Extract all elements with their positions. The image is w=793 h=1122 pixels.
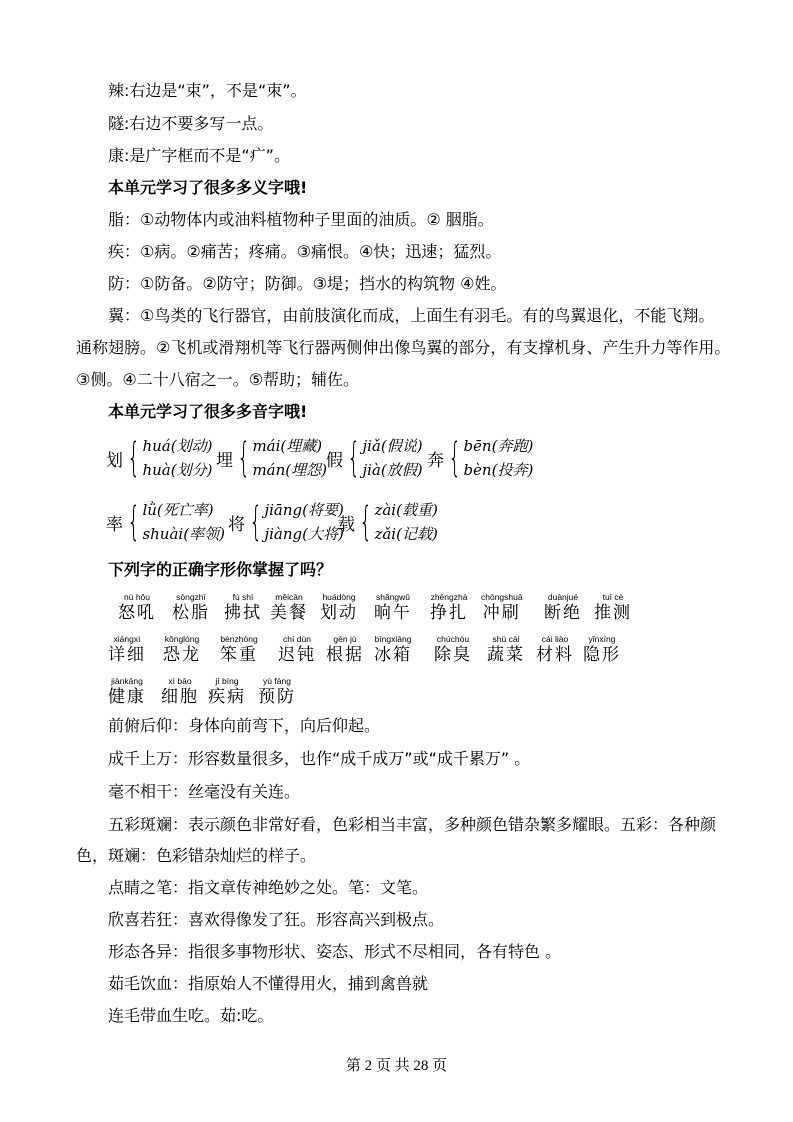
word-item: chí dùn 迟钝 <box>278 634 316 665</box>
note-line: 隧:右边不要多写一点。 <box>108 114 274 133</box>
word-item: yǐnxíng 隐形 <box>583 634 621 665</box>
polysemy-line: 疾：①病。②痛苦；疼痛。③痛恨。④快；迅速；猛烈。 <box>108 242 502 261</box>
reading: huà(划分) <box>142 461 213 479</box>
reading: jià(放假) <box>362 461 423 479</box>
word-item: yù fáng 预防 <box>258 676 296 707</box>
reading: mán(埋怨) <box>252 461 327 479</box>
word-item: sōngzhī 松脂 <box>172 592 210 623</box>
word-item: zhēngzhá 挣扎 <box>430 592 468 623</box>
polysemy-line: 翼：①鸟类的飞行器官，由前肢演化而成，上面生有羽毛。有的鸟翼退化，不能飞翔。 <box>108 306 715 325</box>
brace-icon: { <box>448 435 462 481</box>
word-item: tuī cè 推测 <box>594 592 632 623</box>
reading: bēn(奔跑) <box>463 437 534 455</box>
polyphone-char: 划 <box>106 450 123 471</box>
word-item: gēn jù 根据 <box>326 634 364 665</box>
reading: shuài(率领) <box>142 525 225 543</box>
word-item: jiànkāng 健康 <box>108 676 146 707</box>
word-item: kǒnglóng 恐龙 <box>163 634 201 665</box>
word-item: jí bìng 疾病 <box>208 676 246 707</box>
idiom-line: 连毛带血生吃。茹:吃。 <box>108 1006 274 1025</box>
note-line: 康:是广字框而不是“疒”。 <box>108 146 290 165</box>
polyphone-char: 率 <box>106 514 123 535</box>
polyphone-char: 奔 <box>427 450 444 471</box>
polyphone-entry <box>338 498 438 546</box>
polyphone-char: 载 <box>338 514 355 535</box>
polyphone-char: 将 <box>228 514 245 535</box>
reading: zài(载重) <box>374 501 438 519</box>
words-heading: 下列字的正确字形你掌握了吗？ <box>108 560 333 579</box>
idiom-line: 前俯后仰：身体向前弯下，向后仰起。 <box>108 716 381 735</box>
polysemy-line: 防：①防备。②防守；防御。③堤；挡水的构筑物 ④姓。 <box>108 274 507 293</box>
reading: lǜ(死亡率) <box>142 501 214 519</box>
polyphone-entry <box>326 434 423 482</box>
reading: jiǎ(假说) <box>362 437 423 455</box>
word-item: chōngshuā 冲刷 <box>481 592 523 623</box>
polyphone-heading: 本单元学习了很多多音字哦! <box>108 402 308 421</box>
polyphone-char: 埋 <box>216 450 233 471</box>
idiom-line: 成千上万：形容数量很多，也作“成千成万”或“成千累万” 。 <box>108 749 531 768</box>
word-item: měicān 美餐 <box>270 592 308 623</box>
brace-icon: { <box>347 435 361 481</box>
polyphone-entry <box>106 498 225 546</box>
word-item: huádòng 划动 <box>320 592 358 623</box>
word-item: xì bāo 细胞 <box>161 676 199 707</box>
word-item: bīngxiāng 冰箱 <box>374 634 412 665</box>
brace-icon: { <box>359 499 373 545</box>
idiom-line: 形态各异：指很多事物形状、姿态、形式不尽相同，各有特色 。 <box>108 942 562 961</box>
brace-icon: { <box>127 499 141 545</box>
brace-icon: { <box>127 435 141 481</box>
word-item: shǎngwǔ 晌午 <box>374 592 412 623</box>
word-item: cái liào 材料 <box>536 634 574 665</box>
polysemy-heading: 本单元学习了很多多义字哦! <box>108 178 308 197</box>
brace-icon: { <box>237 435 251 481</box>
word-item: bènzhòng 笨重 <box>220 634 258 665</box>
idiom-line: 五彩斑斓：表示颜色非常好看，色彩相当丰富，多种颜色错杂繁多耀眼。五彩：各种颜 <box>108 815 717 834</box>
polyphone-entry <box>106 434 212 482</box>
word-item: duànjué 断绝 <box>544 592 582 623</box>
idiom-line: 点睛之笔：指文章传神绝妙之处。笔：文笔。 <box>108 878 429 897</box>
polyphone-entry <box>228 498 344 546</box>
idiom-line: 色，斑斓：色彩错杂灿烂的样子。 <box>76 846 317 865</box>
polyphone-char: 假 <box>326 450 343 471</box>
polyphone-entry <box>216 434 327 482</box>
word-item: fú shì 拂拭 <box>224 592 262 623</box>
page-footer: 第 2 页 共 28 页 <box>345 1058 448 1074</box>
idiom-line: 茹毛饮血：指原始人不懂得用火，捕到禽兽就 <box>108 974 429 993</box>
reading: bèn(投奔) <box>463 461 534 479</box>
word-item: chúchòu 除臭 <box>434 634 472 665</box>
idiom-line: 毫不相干：丝毫没有关连。 <box>108 782 301 801</box>
reading: zǎi(记载) <box>374 525 438 543</box>
idiom-line: 欣喜若狂：喜欢得像发了狂。形容高兴到极点。 <box>108 910 445 929</box>
polysemy-line: 脂：①动物体内或油料植物种子里面的油质。② 胭脂。 <box>108 210 494 229</box>
reading: jiāng(将要) <box>264 501 344 519</box>
reading: mái(埋藏) <box>252 437 323 455</box>
word-item: xiángxì 详细 <box>108 634 146 665</box>
note-line: 辣:右边是“束”，不是“朿”。 <box>108 81 307 100</box>
word-item: shū cài 蔬菜 <box>487 634 525 665</box>
reading: huá(划动) <box>142 437 213 455</box>
polysemy-line: ③侧。④二十八宿之一。⑤帮助；辅佐。 <box>76 370 360 389</box>
polysemy-line: 通称翅膀。②飞机或滑翔机等飞行器两侧伸出像鸟翼的部分，有支撑机身、产生升力等作用。 <box>76 338 731 357</box>
brace-icon: { <box>249 499 263 545</box>
reading: jiàng(大将) <box>264 525 344 543</box>
polyphone-entry <box>427 434 533 482</box>
word-item: nù hǒu 怒吼 <box>118 592 156 623</box>
